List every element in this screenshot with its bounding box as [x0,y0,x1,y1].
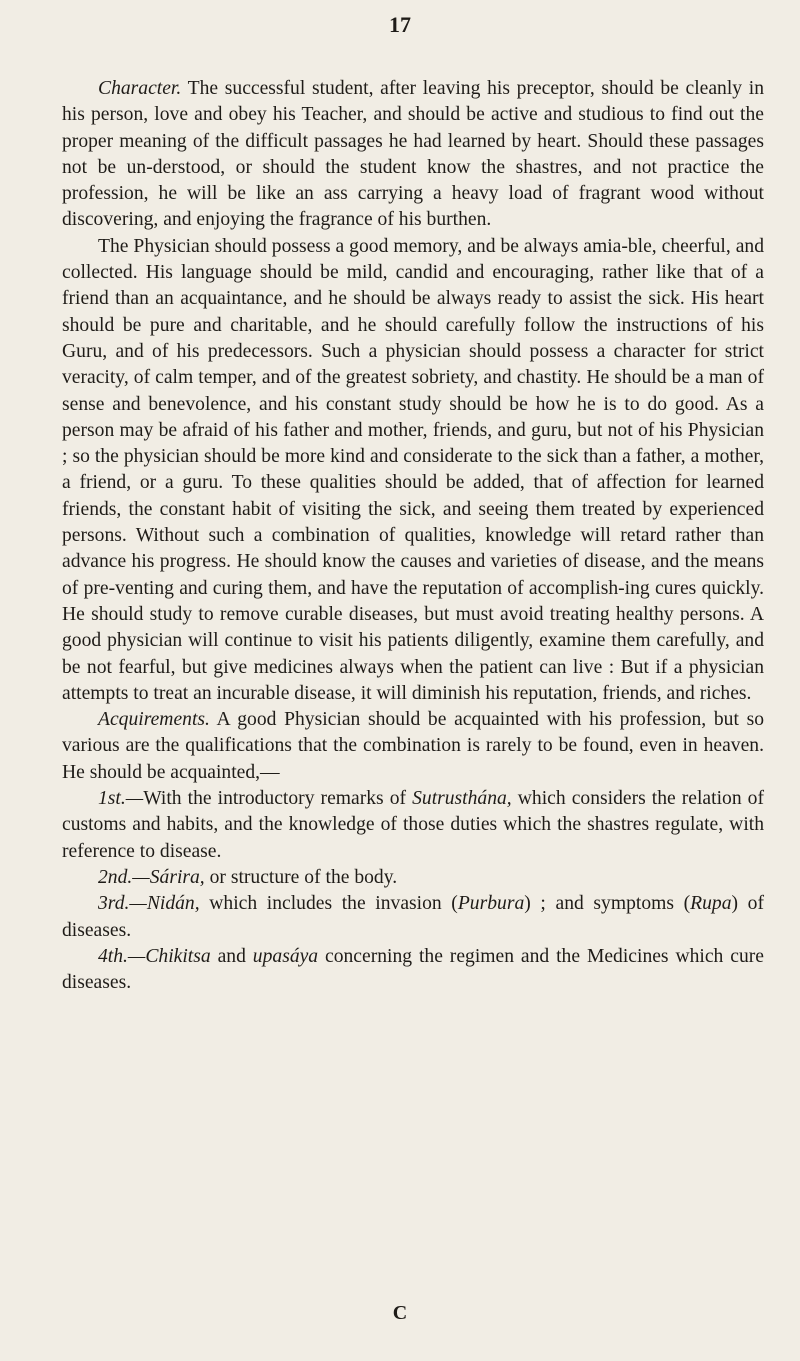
list-item-4th: 4th.—Chikitsa and upasáya concerning the regimen and the Medicines which cure diseases. [62,945,764,994]
body-text [62,76,764,996]
character-text: The successful student, after leaving his preceptor, should be cleanly in his person, love and obey his Teacher, and should be active and studious to find out the proper meaning of the difficult passages he had learned by heart. Should these passages not be un-derstood, or should the student know the shastres, and not practice the profession, he will be like an ass carrying a heavy load of fragrant wood without discovering, and enjoying the fragrance of his burthen. [62,78,765,231]
list-item-3rd: 3rd.—Nidán, which includes the invasion (Purbura) ; and symptoms (Rupa) of diseases. [62,893,764,941]
signature-mark: C [392,1302,408,1324]
acquirements-heading: Acquirements. [98,709,210,731]
physician-paragraph: The Physician should possess a good memory, and be always amia-ble, cheerful, and collected. His language should be mild, candid and encouraging, rather like that of a friend than an acquaintance, and he should be always ready to assist the sick. His heart should be pure and charitable, and he should carefully follow the instructions of his Guru, and of his predecessors. Such a physician should possess a character for strict veracity, of calm temper, and of the greatest sobriety, and chastity. He should be a man of sense and benevolence, and his constant study should be how he is to do good. As a person may be afraid of his father and mother, friends, and guru, but not of his Physician ; so the physician should be more kind and considerate to the sick than a father, a mother, a friend, or a guru. To these qualities should be added, that of affection for learned friends, the constant habit of visiting the sick, and seeing them treated by experienced persons. Without such a combination of qualities, knowledge will retard rather than advance his progress. He should know the causes and varieties of disease, and the means of pre-venting and curing them, and have the reputation of accomplish-ing cures quickly. He should study to remove curable diseases, but must avoid treating healthy persons. A good physician will continue to visit his patients diligently, examine them carefully, and be not fearful, but give medicines always when the patient can live : But if a physician attempts to treat an incurable disease, it will diminish his reputation, friends, and riches. [62,235,764,704]
acquirements-intro: A good Physician should be acquainted with his profession, but so various are the qualifications that the combination is rarely to be found, even in heaven. He should be acquainted,— [62,709,764,783]
character-paragraph [62,76,764,234]
acquirements-paragraph [62,707,764,786]
list-item-1st: 1st.—With the introductory remarks of Sutrusthána, which considers the relation of customs and habits, and the knowledge of those duties which the shastres regulate, with reference to disease. [62,788,764,862]
page-number: 17 [389,12,411,37]
list-item-2nd: 2nd.—Sárira, or structure of the body. [98,866,398,888]
character-heading: Character. [98,78,182,99]
